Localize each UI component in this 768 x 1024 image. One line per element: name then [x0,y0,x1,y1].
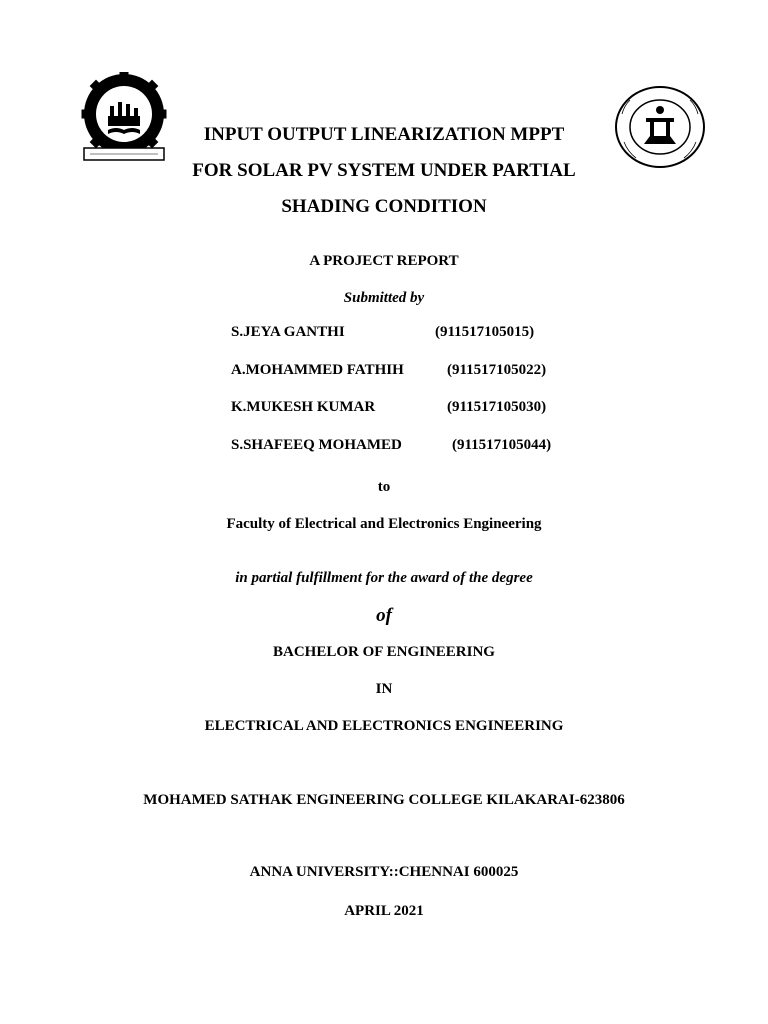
member-name: A.MOHAMMED FATHIH [231,362,404,378]
anna-university-logo [78,72,170,164]
partial-fulfillment-text: in partial fulfillment for the award of the degree [235,570,533,586]
member-register-number: (911517105030) [447,399,547,415]
university-name: ANNA UNIVERSITY::CHENNAI 600025 [249,864,519,880]
member-name: S.JEYA GANTHI [231,324,345,340]
report-title-line-3: SHADING CONDITION [281,196,487,217]
college-name: MOHAMED SATHAK ENGINEERING COLLEGE KILAKARAI-623806 [143,792,625,808]
report-type: A PROJECT REPORT [309,253,459,269]
member-name: S.SHAFEEQ MOHAMED [231,437,402,453]
submission-date: APRIL 2021 [344,903,424,919]
faculty-name: Faculty of Electrical and Electronics Engineering [226,516,542,532]
member-name: K.MUKESH KUMAR [231,399,376,415]
member-register-number: (911517105015) [435,324,535,340]
in-label: IN [375,681,393,697]
report-title-line-1: INPUT OUTPUT LINEARIZATION MPPT [203,124,565,145]
to-label: to [377,479,391,495]
report-title-line-2: FOR SOLAR PV SYSTEM UNDER PARTIAL [192,160,576,181]
branch-name: ELECTRICAL AND ELECTRONICS ENGINEERING [204,718,564,734]
member-register-number: (911517105044) [452,437,552,453]
degree-name: BACHELOR OF ENGINEERING [273,644,495,660]
submitted-by-label: Submitted by [343,290,425,306]
member-register-number: (911517105022) [447,362,547,378]
of-label: of [376,605,392,626]
